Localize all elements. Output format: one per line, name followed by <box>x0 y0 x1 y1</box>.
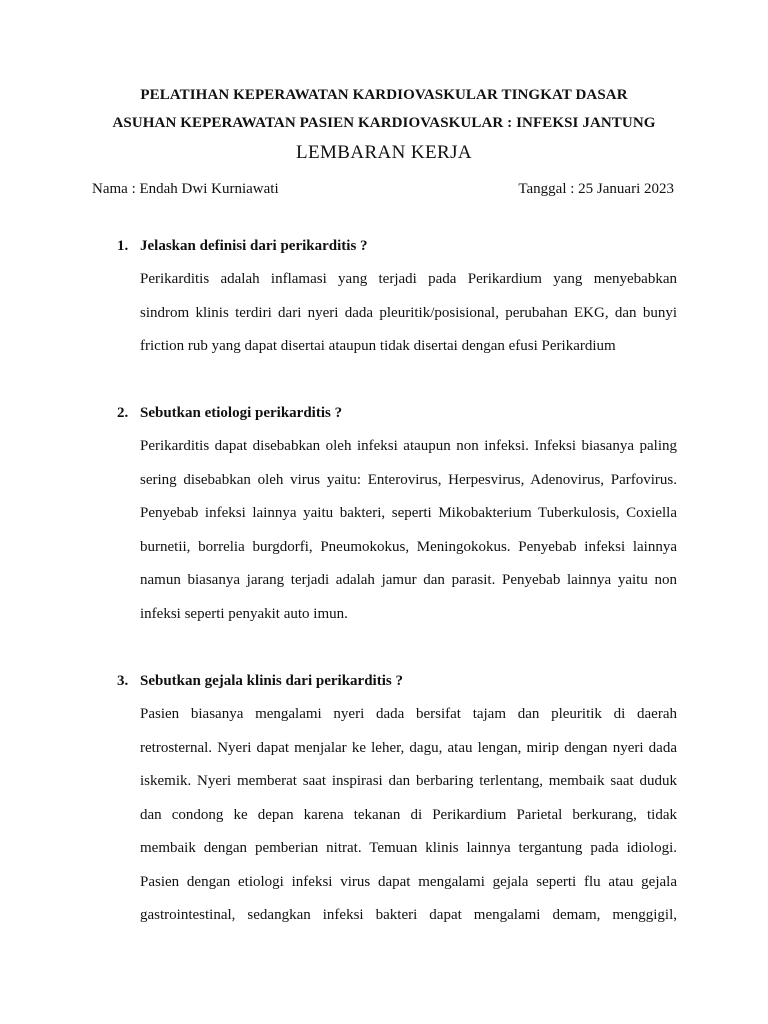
answer-line: gastrointestinal, sedangkan infeksi bakteri dapat mengalami demam, menggigil, <box>140 907 677 923</box>
answer-line: burnetii, borrelia burgdorfi, Pneumokokus, Meningokokus. Penyebab infeksi lainnya <box>140 538 677 555</box>
question-title <box>117 671 677 691</box>
answer-line: Perikarditis dapat disebabkan oleh infeksi ataupun non infeksi. Infeksi biasanya paling <box>140 438 677 454</box>
answer-line: sindrom klinis terdiri dari nyeri dada pleuritik/posisional, perubahan EKG, dan bunyi <box>140 304 677 321</box>
answer-line: sering disebabkan oleh virus yaitu: Enterovirus, Herpesvirus, Adenovirus, Parfovirus. <box>140 471 677 488</box>
answer-line: Pasien dengan etiologi infeksi virus dapat mengalami gejala seperti flu atau gejala <box>140 873 677 890</box>
answer-paragraph <box>140 430 677 631</box>
answer-paragraph <box>140 263 677 364</box>
answer-line: infeksi seperti penyakit auto imun. <box>140 605 348 622</box>
question-title <box>117 403 677 423</box>
question-text: Sebutkan gejala klinis dari perikarditis ? <box>140 673 403 689</box>
answer-line: friction rub yang dapat disertai ataupun tidak disertai dengan efusi Perikardium <box>140 338 616 354</box>
answer-line: membaik dengan pemberian nitrat. Temuan klinis lainnya tergantung pada idiologi. <box>140 840 677 856</box>
question-text: Sebutkan etiologi perikarditis ? <box>140 405 343 421</box>
answer-line: Pasien biasanya mengalami nyeri dada bersifat tajam dan pleuritik di daerah <box>140 706 677 722</box>
question-number: 3. <box>117 673 129 689</box>
question-text: Jelaskan definisi dari perikarditis ? <box>140 238 368 254</box>
question-title <box>117 236 677 256</box>
question-number: 1. <box>117 238 129 254</box>
question-3 <box>117 671 677 923</box>
course-subtitle: ASUHAN KEPERAWATAN PASIEN KARDIOVASKULAR : INFEKSI JANTUNG <box>112 115 656 131</box>
answer-line: dan condong ke depan karena tekanan di Perikardium Parietal berkurang, tidak <box>140 806 677 823</box>
answer-line: namun biasanya jarang terjadi adalah jamur dan parasit. Penyebab lainnya yaitu non <box>140 572 677 588</box>
question-1 <box>117 236 677 354</box>
answer-line: iskemik. Nyeri memberat saat inspirasi dan berbaring terlentang, membaik saat duduk <box>140 773 677 789</box>
worksheet-date: Tanggal : 25 Januari 2023 <box>518 181 674 197</box>
training-title: PELATIHAN KEPERAWATAN KARDIOVASKULAR TINGKAT DASAR <box>140 87 628 103</box>
answer-line: retrosternal. Nyeri dapat menjalar ke leher, dagu, atau lengan, mirip dengan nyeri dada <box>140 739 677 756</box>
answer-paragraph <box>140 698 677 933</box>
answer-line: Perikarditis adalah inflamasi yang terjadi pada Perikardium yang menyebabkan <box>140 271 677 287</box>
answer-line: Penyebab infeksi lainnya yaitu bakteri, seperti Mikobakterium Tuberkulosis, Coxiella <box>140 505 677 521</box>
worksheet-title: LEMBARAN KERJA <box>295 142 473 163</box>
question-number: 2. <box>117 405 129 421</box>
question-2 <box>117 403 677 622</box>
student-name: Nama : Endah Dwi Kurniawati <box>92 181 279 197</box>
